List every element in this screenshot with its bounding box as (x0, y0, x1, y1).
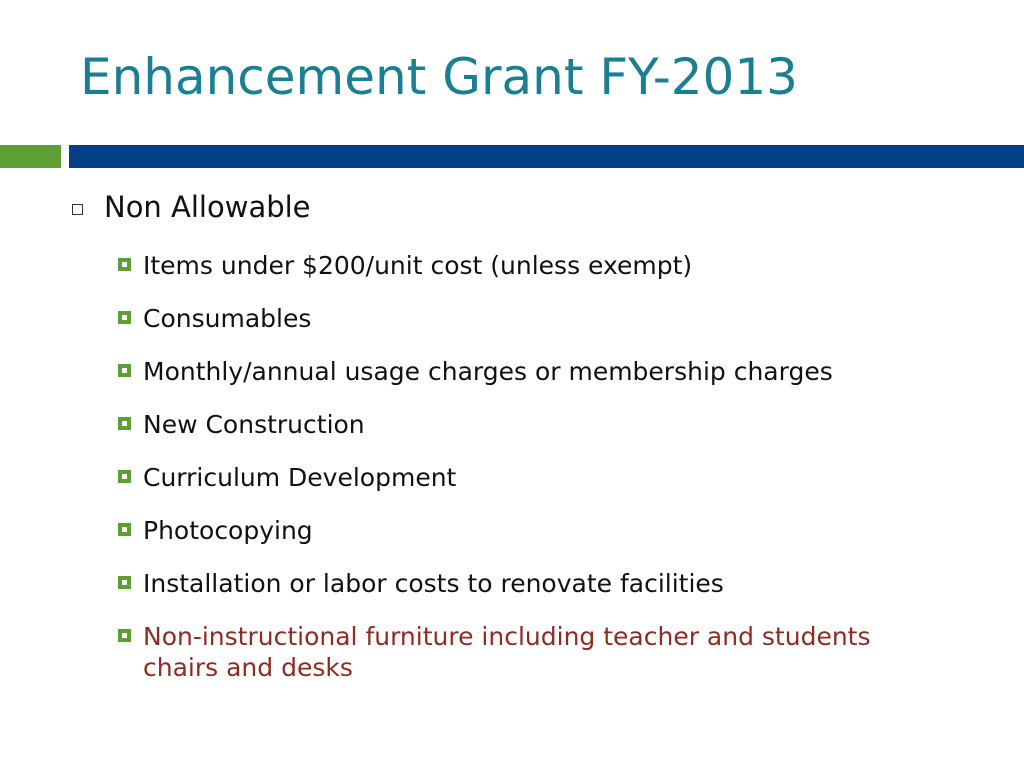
hollow-square-bullet-icon (72, 204, 83, 215)
bullet-non-allowable (72, 190, 311, 224)
square-bullet-icon (118, 576, 131, 589)
sub-bullet-item-highlighted (118, 621, 903, 683)
sub-bullet-item (118, 303, 903, 334)
sub-bullet-text: New Construction (143, 410, 365, 439)
sub-bullet-text: Monthly/annual usage charges or membership charges (143, 357, 833, 386)
slide-title: Enhancement Grant FY-2013 (80, 48, 798, 106)
square-bullet-icon (118, 470, 131, 483)
square-bullet-icon (118, 523, 131, 536)
sub-bullet-list (118, 250, 903, 705)
sub-bullet-text: Consumables (143, 304, 312, 333)
sub-bullet-item (118, 462, 903, 493)
square-bullet-icon (118, 258, 131, 271)
title-underline-green-bar (0, 145, 61, 168)
sub-bullet-item (118, 515, 903, 546)
sub-bullet-text: Curriculum Development (143, 463, 457, 492)
sub-bullet-item (118, 409, 903, 440)
sub-bullet-text: Photocopying (143, 516, 313, 545)
square-bullet-icon (118, 311, 131, 324)
bullet-heading-text: Non Allowable (104, 190, 311, 224)
title-underline-blue-bar (69, 145, 1024, 168)
square-bullet-icon (118, 417, 131, 430)
sub-bullet-item (118, 250, 903, 281)
sub-bullet-item (118, 356, 903, 387)
sub-bullet-text: Installation or labor costs to renovate facilities (143, 569, 724, 598)
sub-bullet-item (118, 568, 903, 599)
sub-bullet-text: Non-instructional furniture including teacher and students chairs and desks (143, 622, 871, 682)
sub-bullet-text: Items under $200/unit cost (unless exempt) (143, 251, 693, 280)
square-bullet-icon (118, 629, 131, 642)
square-bullet-icon (118, 364, 131, 377)
